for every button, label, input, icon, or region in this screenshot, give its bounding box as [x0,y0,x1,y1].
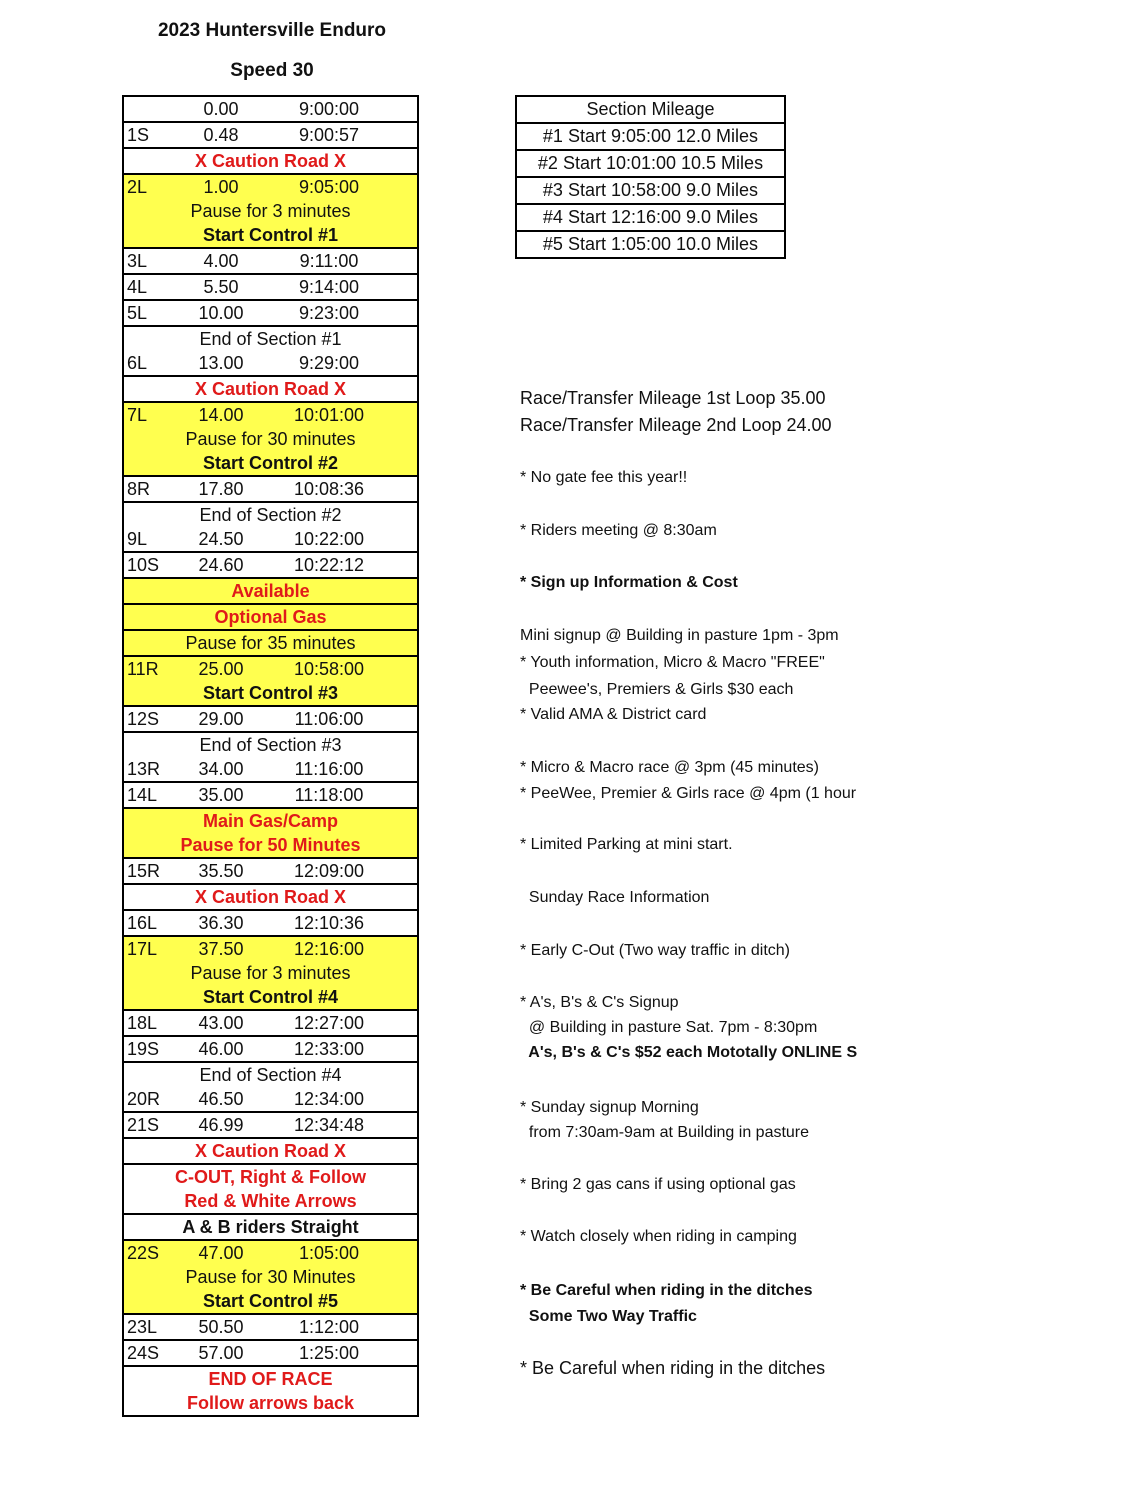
route-group [124,783,417,809]
route-line [124,377,417,401]
route-mileage: 24.50 [198,529,244,549]
route-line [124,123,417,147]
route-time: 9:29:00 [298,353,360,373]
route-mileage: 14.00 [198,405,244,425]
route-time: 9:05:00 [298,177,360,197]
route-group [124,1165,417,1215]
route-group [124,1011,417,1037]
route-mileage: 47.00 [198,1243,244,1263]
route-group [124,733,417,783]
route-mileage: 17.80 [198,479,244,499]
route-mileage: 29.00 [198,709,244,729]
route-group-highlighted [124,605,417,631]
info-line: * Early C-Out (Two way traffic in ditch) [520,942,790,959]
route-line [124,1265,417,1289]
route-time: 10:01:00 [293,405,365,425]
route-code: 7L [127,405,148,425]
route-line [124,1011,417,1035]
route-mileage: 57.00 [198,1343,244,1363]
route-mileage: 50.50 [198,1317,244,1337]
route-line [124,783,417,807]
route-group-highlighted [124,1241,417,1315]
info-line: * Micro & Macro race @ 3pm (45 minutes) [520,759,819,776]
route-line [124,1289,417,1313]
route-code: 8R [127,479,151,499]
info-line: from 7:30am-9am at Building in pasture [520,1124,810,1141]
route-line [124,579,417,603]
section-mileage-row: #5 Start 1:05:00 10.0 Miles [542,234,759,254]
route-line [124,527,417,551]
route-mileage: 24.60 [198,555,244,575]
route-note: Start Control #2 [202,453,339,473]
route-group-highlighted [124,175,417,249]
route-time: 9:00:57 [298,125,360,145]
route-code: 4L [127,277,148,297]
route-line [124,911,417,935]
route-note: Red & White Arrows [184,1191,357,1211]
route-sheet-table [122,95,419,1417]
route-time: 12:33:00 [293,1039,365,1059]
route-line [124,403,417,427]
route-time: 9:23:00 [298,303,360,323]
route-line [124,477,417,501]
route-note: Pause for 3 minutes [190,201,351,221]
route-group [124,1341,417,1367]
section-mileage-row: #1 Start 9:05:00 12.0 Miles [517,124,784,151]
route-line [124,937,417,961]
route-line [124,1189,417,1213]
route-line [124,427,417,451]
route-code: 1S [127,125,150,145]
route-note: End of Section #3 [199,735,342,755]
route-line [124,97,417,121]
route-group [124,249,417,275]
route-line [124,301,417,325]
info-line: Race/Transfer Mileage 2nd Loop 24.00 [520,415,832,435]
route-code: 16L [127,913,158,933]
route-note: End of Section #4 [199,1065,342,1085]
info-line: * Be Careful when riding in the ditches [520,1358,826,1378]
route-group [124,1063,417,1113]
route-time: 9:11:00 [299,251,359,271]
info-line: * Limited Parking at mini start. [520,836,733,853]
route-code: 10S [127,555,160,575]
route-group [124,123,417,149]
route-note: END OF RACE [208,1369,333,1389]
route-mileage: 4.00 [203,251,239,271]
route-time: 11:16:00 [294,759,364,779]
route-group [124,97,417,123]
info-line: Sunday Race Information [520,889,710,906]
route-time: 10:58:00 [293,659,365,679]
info-line: Some Two Way Traffic [520,1308,697,1325]
route-line [124,605,417,629]
route-time: 11:06:00 [294,709,364,729]
route-line [124,1391,417,1415]
route-group-highlighted [124,657,417,707]
section-mileage-header: Section Mileage [517,97,784,124]
route-line [124,707,417,731]
route-mileage: 46.00 [198,1039,244,1059]
info-line: * A's, B's & C's Signup [520,994,679,1011]
route-line [124,833,417,857]
route-code: 23L [127,1317,158,1337]
info-line: * Riders meeting @ 8:30am [520,522,717,539]
route-mileage: 0.00 [203,99,239,119]
route-line [124,1087,417,1111]
route-line [124,631,417,655]
route-time: 12:34:00 [293,1089,365,1109]
route-code: 19S [127,1039,160,1059]
route-mileage: 0.48 [203,125,239,145]
route-time: 12:16:00 [293,939,365,959]
route-group [124,503,417,553]
route-mileage: 13.00 [198,353,244,373]
route-code: 21S [127,1115,160,1135]
route-code: 5L [127,303,148,323]
route-group [124,1215,417,1241]
route-line [124,681,417,705]
route-group-highlighted [124,937,417,1011]
route-note: Start Control #1 [202,225,339,245]
route-group-highlighted [124,579,417,605]
route-group [124,911,417,937]
route-time: 1:25:00 [298,1343,360,1363]
route-code: 3L [127,251,148,271]
route-code: 9L [127,529,148,549]
section-mileage-table [515,95,786,259]
info-line: * Be Careful when riding in the ditches [520,1282,813,1299]
route-note: X Caution Road X [194,151,346,171]
route-code: 24S [127,1343,160,1363]
route-line [124,249,417,273]
section-mileage-row: #2 Start 10:01:00 10.5 Miles [517,151,784,178]
route-line [124,757,417,781]
route-time: 9:00:00 [298,99,360,119]
route-time: 12:34:48 [293,1115,365,1135]
route-mileage: 10.00 [198,303,244,323]
route-time: 12:27:00 [293,1013,365,1033]
route-line [124,1063,417,1087]
route-mileage: 34.00 [198,759,244,779]
route-line [124,859,417,883]
info-line: * Sign up Information & Cost [520,574,738,591]
section-mileage-row: #4 Start 12:16:00 9.0 Miles [517,205,784,232]
route-note: Pause for 3 minutes [190,963,351,983]
speed-label: Speed 30 [230,60,314,81]
route-line [124,985,417,1009]
route-note: X Caution Road X [194,887,346,907]
route-line [124,809,417,833]
route-time: 10:08:36 [293,479,365,499]
route-time: 12:09:00 [293,861,365,881]
route-group [124,377,417,403]
route-code: 13R [127,759,161,779]
route-mileage: 46.99 [198,1115,244,1135]
route-line [124,275,417,299]
route-line [124,1165,417,1189]
section-mileage-row: #3 Start 10:58:00 9.0 Miles [517,178,784,205]
info-line: Mini signup @ Building in pasture 1pm - 3pm [520,627,839,644]
info-line: A's, B's & C's $52 each Mototally ONLINE S [520,1044,858,1061]
route-note: Pause for 30 Minutes [185,1267,356,1287]
route-group [124,149,417,175]
route-mileage: 36.30 [198,913,244,933]
route-code: 12S [127,709,160,729]
route-note: End of Section #2 [199,505,342,525]
route-time: 1:05:00 [298,1243,360,1263]
route-line [124,733,417,757]
info-line: * Bring 2 gas cans if using optional gas [520,1176,796,1193]
route-group [124,1315,417,1341]
route-note: Pause for 35 minutes [185,633,356,653]
route-mileage: 35.00 [198,785,244,805]
route-time: 9:14:00 [298,277,360,297]
info-line: * Valid AMA & District card [520,706,707,723]
route-line [124,327,417,351]
route-group [124,477,417,503]
route-time: 1:12:00 [298,1317,360,1337]
route-note: Pause for 30 minutes [185,429,356,449]
info-line: @ Building in pasture Sat. 7pm - 8:30pm [520,1019,818,1036]
route-group-highlighted [124,809,417,859]
route-mileage: 5.50 [203,277,239,297]
route-group [124,1037,417,1063]
route-code: 15R [127,861,161,881]
route-group [124,707,417,733]
route-note: Start Control #5 [202,1291,339,1311]
route-group [124,859,417,885]
route-note: A & B riders Straight [182,1217,359,1237]
info-line: * Youth information, Micro & Macro "FREE" [520,654,825,671]
route-time: 10:22:12 [293,555,365,575]
route-line [124,503,417,527]
route-code: 6L [127,353,148,373]
route-line [124,1215,417,1239]
route-code: 11R [127,659,159,679]
info-line: Race/Transfer Mileage 1st Loop 35.00 [520,388,826,408]
route-mileage: 37.50 [198,939,244,959]
route-mileage: 25.00 [198,659,244,679]
route-line [124,199,417,223]
route-note: Available [231,581,310,601]
route-code: 18L [127,1013,158,1033]
route-line [124,1241,417,1265]
route-group [124,1139,417,1165]
route-group [124,1113,417,1139]
info-line: * No gate fee this year!! [520,469,688,486]
route-line [124,1341,417,1365]
route-note: Follow arrows back [186,1393,355,1413]
route-code: 14L [127,785,158,805]
route-line [124,1367,417,1391]
route-line [124,351,417,375]
route-group [124,1367,417,1415]
route-code: 20R [127,1089,161,1109]
route-line [124,553,417,577]
route-note: Optional Gas [214,607,327,627]
route-line [124,451,417,475]
route-line [124,657,417,681]
route-note: C-OUT, Right & Follow [175,1167,366,1187]
route-mileage: 1.00 [203,177,239,197]
info-line: * PeeWee, Premier & Girls race @ 4pm (1 hour [520,785,857,802]
page-title: 2023 Huntersville Enduro [157,20,387,41]
route-mileage: 35.50 [198,861,244,881]
info-line: Peewee's, Premiers & Girls $30 each [520,681,794,698]
route-code: 22S [127,1243,160,1263]
route-line [124,961,417,985]
route-note: X Caution Road X [194,379,346,399]
route-time: 12:10:36 [293,913,365,933]
route-line [124,223,417,247]
route-note: X Caution Road X [194,1141,346,1161]
route-code: 2L [127,177,148,197]
route-line [124,1037,417,1061]
info-line: * Watch closely when riding in camping [520,1228,797,1245]
route-note: End of Section #1 [199,329,342,349]
info-line: * Sunday signup Morning [520,1099,699,1116]
route-time: 11:18:00 [294,785,364,805]
route-group [124,327,417,377]
route-note: Start Control #4 [202,987,339,1007]
route-line [124,1113,417,1137]
route-note: Pause for 50 Minutes [180,835,361,855]
route-line [124,1315,417,1339]
route-note: Main Gas/Camp [202,811,339,831]
route-time: 10:22:00 [293,529,365,549]
route-line [124,885,417,909]
route-code: 17L [127,939,158,959]
route-mileage: 46.50 [198,1089,244,1109]
route-group-highlighted [124,631,417,657]
route-line [124,149,417,173]
route-line [124,1139,417,1163]
route-group [124,885,417,911]
route-group-highlighted [124,403,417,477]
route-mileage: 43.00 [198,1013,244,1033]
route-group [124,301,417,327]
route-group [124,553,417,579]
route-group [124,275,417,301]
route-line [124,175,417,199]
route-note: Start Control #3 [202,683,339,703]
